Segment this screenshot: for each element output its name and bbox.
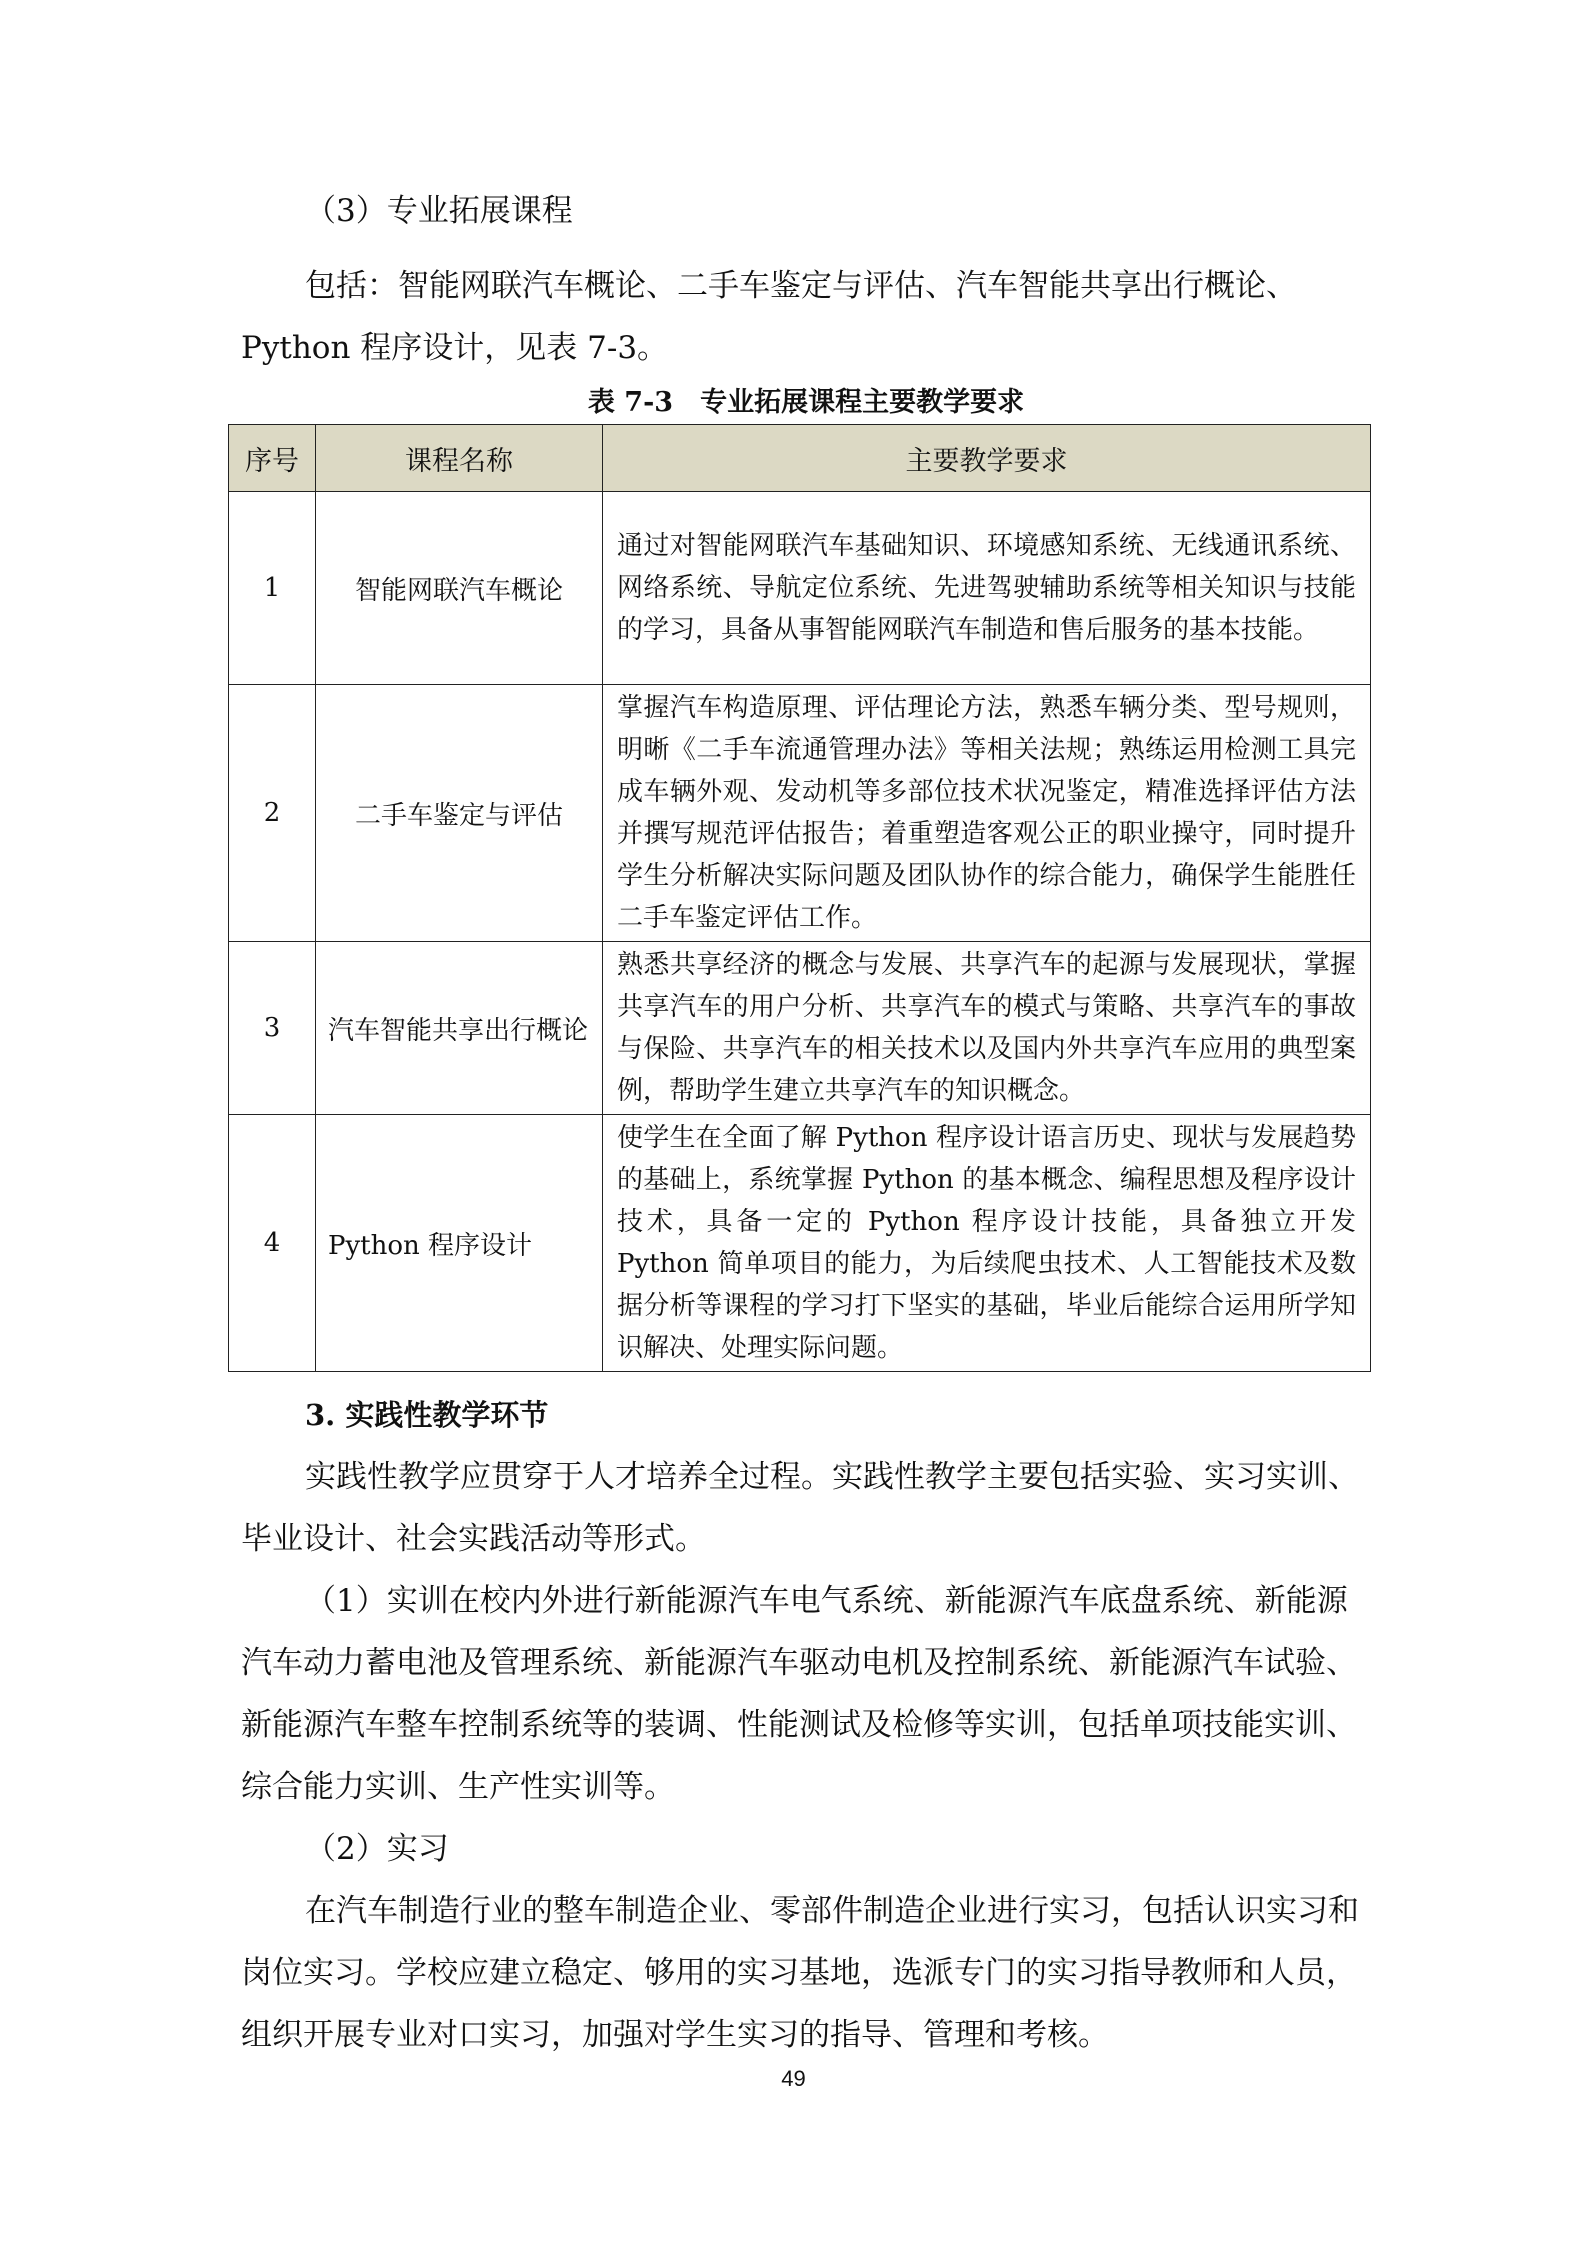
header-course-name: 课程名称 bbox=[316, 425, 603, 492]
header-requirements: 主要教学要求 bbox=[603, 425, 1371, 492]
row-number: 1 bbox=[229, 492, 316, 685]
row-number: 3 bbox=[229, 942, 316, 1115]
training-paragraph: （1）实训在校内外进行新能源汽车电气系统、新能源汽车底盘系统、新能源汽车动力蓄电池及管理系统、新能源汽车驱动电机及控制系统、新能源汽车试验、新能源汽车整车控制系统等的装调、性能测试及检修等实训，包括单项技能实训、综合能力实训、生产性实训等。 bbox=[241, 1583, 1357, 1805]
table-row bbox=[229, 492, 1371, 685]
table-header-row bbox=[229, 425, 1371, 492]
practice-heading: 3. 实践性教学环节 bbox=[305, 1398, 549, 1432]
section-title: （3）专业拓展课程 bbox=[305, 193, 573, 229]
table-row bbox=[229, 1115, 1371, 1372]
page-number: 49 bbox=[781, 2066, 806, 2091]
row-course-name: 二手车鉴定与评估 bbox=[316, 685, 603, 942]
table-row bbox=[229, 942, 1371, 1115]
course-requirements-table bbox=[228, 424, 1371, 1372]
row-course-name: 智能网联汽车概论 bbox=[316, 492, 603, 685]
practice-intro-paragraph: 实践性教学应贯穿于人才培养全过程。实践性教学主要包括实验、实习实训、毕业设计、社会实践活动等形式。 bbox=[241, 1459, 1359, 1557]
row-requirements: 使学生在全面了解 Python 程序设计语言历史、现状与发展趋势的基础上，系统掌握 Python 的基本概念、编程思想及程序设计技术，具备一定的 Python 程序设计技能，具备独立开发 Python 简单项目的能力，为后续爬虫技术、人工智能技术及数据分析等课程的学习打下坚实的基础，毕业后能综合运用所学知识解决、处理实际问题。 bbox=[603, 1115, 1371, 1372]
row-number: 2 bbox=[229, 685, 316, 942]
table-row bbox=[229, 685, 1371, 942]
row-course-name: Python 程序设计 bbox=[316, 1115, 603, 1372]
internship-paragraph: 在汽车制造行业的整车制造企业、零部件制造企业进行实习，包括认识实习和岗位实习。学校应建立稳定、够用的实习基地，选派专门的实习指导教师和人员，组织开展专业对口实习，加强对学生实习的指导、管理和考核。 bbox=[241, 1893, 1359, 2053]
row-number: 4 bbox=[229, 1115, 316, 1372]
internship-heading: （2）实习 bbox=[305, 1831, 449, 1867]
row-requirements: 熟悉共享经济的概念与发展、共享汽车的起源与发展现状，掌握共享汽车的用户分析、共享汽车的模式与策略、共享汽车的事故与保险、共享汽车的相关技术以及国内外共享汽车应用的典型案例，帮助学生建立共享汽车的知识概念。 bbox=[603, 942, 1371, 1115]
row-requirements: 通过对智能网联汽车基础知识、环境感知系统、无线通讯系统、网络系统、导航定位系统、先进驾驶辅助系统等相关知识与技能的学习，具备从事智能网联汽车制造和售后服务的基本技能。 bbox=[603, 492, 1371, 685]
header-number: 序号 bbox=[229, 425, 316, 492]
intro-paragraph: 包括：智能网联汽车概论、二手车鉴定与评估、汽车智能共享出行概论、Python 程序设计，见表 7-3。 bbox=[241, 268, 1297, 366]
row-course-name: 汽车智能共享出行概论 bbox=[316, 942, 603, 1115]
row-requirements: 掌握汽车构造原理、评估理论方法，熟悉车辆分类、型号规则，明晰《二手车流通管理办法》等相关法规；熟练运用检测工具完成车辆外观、发动机等多部位技术状况鉴定，精准选择评估方法并撰写规范评估报告；着重塑造客观公正的职业操守，同时提升学生分析解决实际问题及团队协作的综合能力，确保学生能胜任二手车鉴定评估工作。 bbox=[603, 685, 1371, 942]
table-caption: 表 7-3 专业拓展课程主要教学要求 bbox=[587, 387, 1025, 418]
